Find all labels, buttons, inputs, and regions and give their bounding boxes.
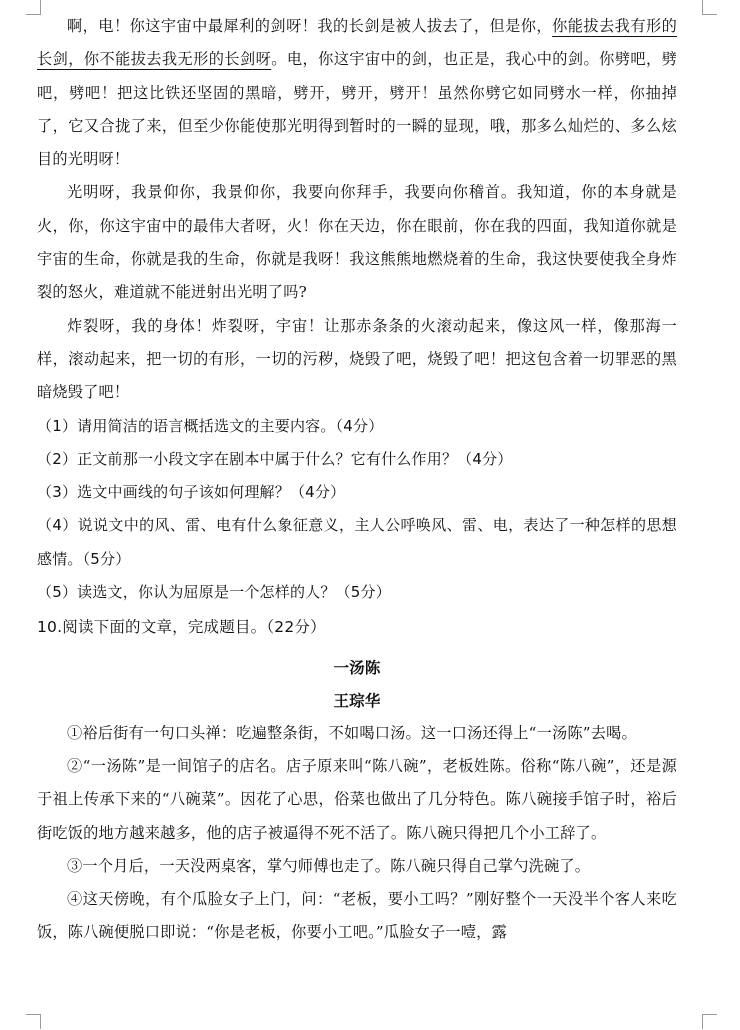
crop-mark-bottom-left [26,1014,41,1029]
question-2: （2）正文前那一小段文字在剧本中属于什么？它有什么作用？（4分） [37,449,513,468]
crop-mark-bottom-right [702,1014,717,1029]
article-paragraph-3: ③一个月后，一天没两桌客，掌勺师傅也走了。陈八碗只得自己掌勺洗碗了。 [67,856,591,875]
section-heading: 10.阅读下面的文章，完成题目。（22分） [37,618,326,637]
article-author: 王琮华 [333,690,381,710]
article-paragraph-2: ②“一汤陈”是一间馆子的店名。店子原来叫“陈八碗”，老板姓陈。俗称“陈八碗”，还是源于祖上传承下来的“八碗菜”。因花了心思，俗菜也做出了几分特色。陈八碗接手馆子时，裕后街吃饭的地方越来越多，他的店子被逼得不死不活了。陈八碗只得把几个小工辞了。 [37,756,677,842]
question-3: （3）选文中画线的句子该如何理解？（4分） [37,483,346,502]
question-1: （1）请用简洁的语言概括选文的主要内容。（4分） [37,416,384,435]
article-paragraph-1: ①裕后街有一句口头禅：吃遍整条街，不如喝口汤。这一口汤还得上“一汤陈”去喝。 [67,723,637,742]
question-5: （5）读选文，你认为屈原是一个怎样的人？（5分） [37,583,391,602]
question-4: （4）说说文中的风、雷、电有什么象征意义，主人公呼唤风、雷、电，表达了一种怎样的思想感情。（5分） [37,516,677,568]
crop-mark-top-right [702,0,717,15]
passage-paragraph-2: 光明呀，我景仰你，我景仰你，我要向你拜手，我要向你稽首。我知道，你的本身就是火，你，你这宇宙中的最伟大者呀，火！你在天边，你在眼前，你在我的四面，我知道你就是宇宙的生命，你就是我的生命，你就是我呀！我这熊熊地燃烧着的生命，我这快要使我全身炸裂的怒火，难道就不能迸射出光明了吗? [37,183,677,302]
article-title: 一汤陈 [333,657,381,677]
underlined-sentence: 你能拔去我有形的长剑，你不能拔去我无形的长剑呀 [37,17,677,69]
article-paragraph-4: ④这天傍晚，有个瓜脸女子上门，问：“老板，要小工吗？”刚好整个一天没半个客人来吃饭，陈八碗便脱口即说：“你是老板，你要小工吧。”瓜脸女子一噎，露 [37,890,677,942]
passage-paragraph-1 [37,10,677,176]
document-page [37,10,677,950]
paragraph-text: 。电，你这宇宙中的剑，也正是，我心中的剑。你劈吧，劈吧，劈吧！把这比铁还坚固的黑暗，劈开，劈开，劈开！虽然你劈它如同劈水一样，你抽掉了，它又合拢了来，但至少你能使那光明得到暂时的一瞬的显现，哦，那多么灿烂的、多么炫目的光明呀！ [37,50,678,169]
paragraph-text: 啊，电！你这宇宙中最犀利的剑呀！我的长剑是被人拔去了，但是你， [67,17,553,35]
passage-paragraph-3: 炸裂呀，我的身体！炸裂呀，宇宙！让那赤条条的火滚动起来，像这风一样，像那海一样，滚动起来，把一切的有形，一切的污秽，烧毁了吧，烧毁了吧！把这包含着一切罪恶的黑暗烧毁了吧！ [37,316,677,402]
